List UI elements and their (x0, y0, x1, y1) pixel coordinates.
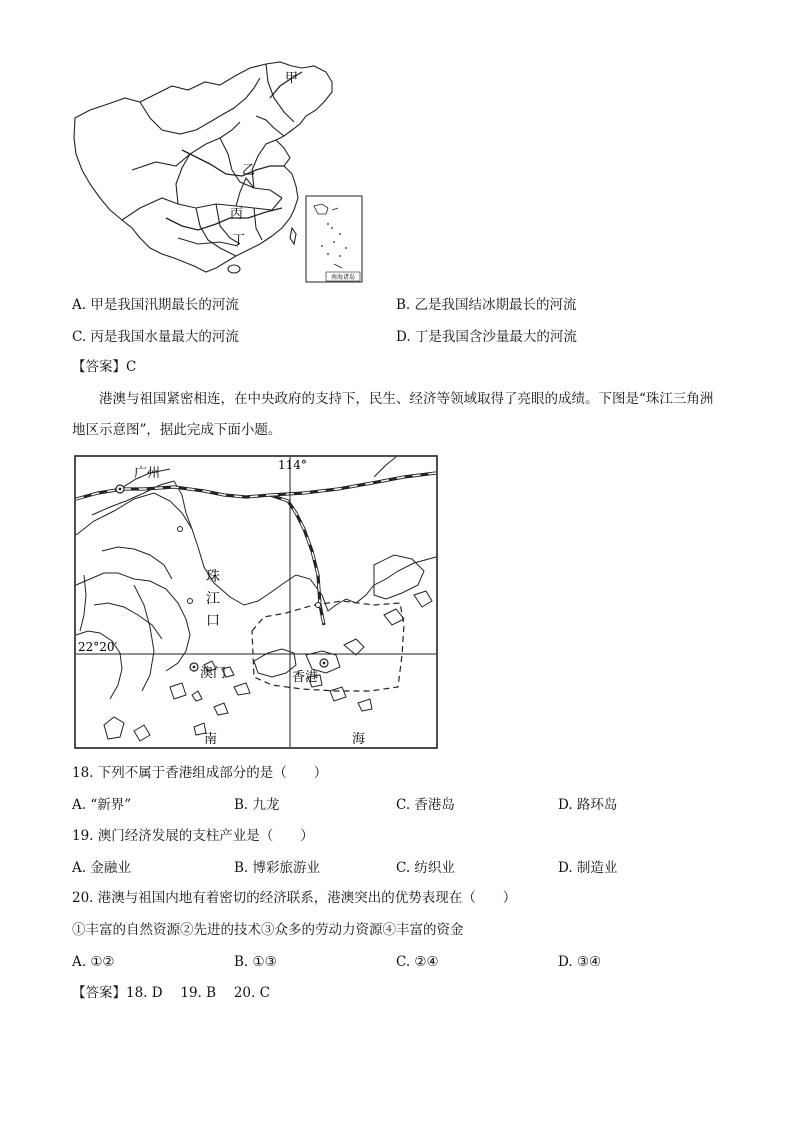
q19-stem: 19. 澳门经济发展的支柱产业是（ ） (72, 828, 314, 844)
label-bing: 丙 (230, 207, 244, 222)
q18-stem: 18. 下列不属于香港组成部分的是（ ） (72, 765, 328, 781)
q18-option-d: D. 路环岛 (558, 797, 618, 813)
label-latitude: 22°20′ (78, 640, 118, 654)
q19-option-b: B. 博彩旅游业 (234, 860, 321, 876)
china-map (70, 58, 370, 290)
prd-map (74, 455, 438, 749)
q18-option-a: A. “新界” (72, 797, 132, 813)
q18-option-c: C. 香港岛 (396, 797, 455, 813)
label-guangzhou: 广州 (134, 466, 161, 481)
prev-answer: 【答案】C (72, 359, 137, 375)
label-yi: 乙 (242, 163, 256, 178)
label-longitude: 114° (278, 458, 307, 472)
q20-option-d: D. ③④ (558, 954, 602, 970)
q19-option-c: C. 纺织业 (396, 860, 455, 876)
label-zhujiangkou-2: 江 (206, 591, 220, 607)
intro-paragraph: 港澳与祖国紧密相连，在中央政府的支持下，民生、经济等领域取得了亮眼的成绩。下图是“珠江三角洲地区示意图”，据此完成下面小题。 (72, 391, 714, 438)
group-answer: 【答案】18. D 19. B 20. C (72, 985, 270, 1001)
q20-option-b: B. ①③ (234, 954, 277, 970)
q18-option-b: B. 九龙 (234, 797, 280, 813)
q20-option-c: C. ②④ (396, 954, 439, 970)
label-ding: 丁 (232, 233, 246, 248)
label-macau: 澳门 (200, 666, 227, 681)
inset-label: 南海诸岛 (330, 274, 356, 281)
label-zhujiangkou-3: 口 (206, 613, 220, 629)
q20-statements: ①丰富的自然资源②先进的技术③众多的劳动力资源④丰富的资金 (72, 922, 464, 938)
prev-option-d: D. 丁是我国含沙量最大的河流 (396, 329, 577, 345)
q19-option-d: D. 制造业 (558, 860, 618, 876)
label-jia: 甲 (285, 71, 299, 86)
prev-option-c: C. 丙是我国水量最大的河流 (72, 329, 239, 345)
china-outline (74, 62, 332, 272)
q20-stem: 20. 港澳与祖国内地有着密切的经济联系，港澳突出的优势表现在（ ） (72, 890, 517, 906)
label-nan: 南 (204, 732, 218, 747)
prev-option-b: B. 乙是我国结冰期最长的河流 (396, 297, 577, 313)
label-zhujiangkou-1: 珠 (206, 569, 220, 585)
q19-option-a: A. 金融业 (72, 860, 131, 876)
south-china-sea-inset (306, 196, 362, 282)
label-hai: 海 (352, 732, 366, 747)
q20-option-a: A. ①② (72, 954, 115, 970)
label-hongkong: 香港 (292, 670, 319, 685)
prev-option-a: A. 甲是我国汛期最长的河流 (72, 297, 239, 313)
